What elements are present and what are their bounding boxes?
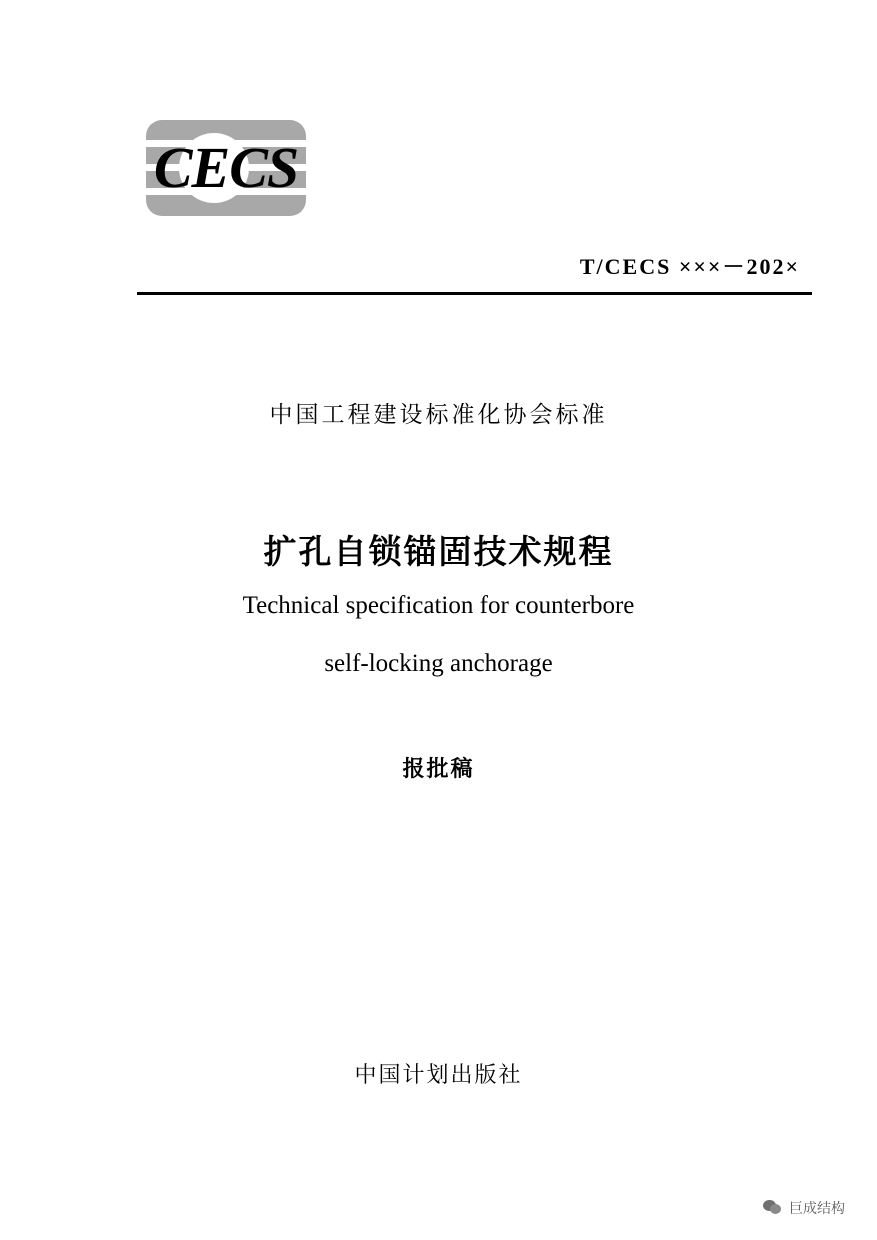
wechat-watermark — [763, 1198, 845, 1218]
page-title-en-line1: Technical specification for counterbore — [242, 592, 635, 619]
wechat-icon — [763, 1200, 782, 1216]
header-divider — [137, 292, 812, 295]
cecs-logo — [146, 120, 306, 216]
publisher-name: 中国计划出版社 — [354, 1063, 523, 1088]
standard-number: T/CECS ×××－202× — [579, 254, 800, 279]
document-stage: 报批稿 — [402, 756, 475, 782]
page-title-en-line2: self-locking anchorage — [324, 650, 553, 677]
logo-text: CECS — [153, 135, 299, 200]
association-line: 中国工程建设标准化协会标准 — [269, 402, 608, 428]
wechat-watermark-label: 巨成结构 — [789, 1201, 845, 1217]
page-title: 扩孔自锁锚固技术规程 — [263, 532, 614, 571]
